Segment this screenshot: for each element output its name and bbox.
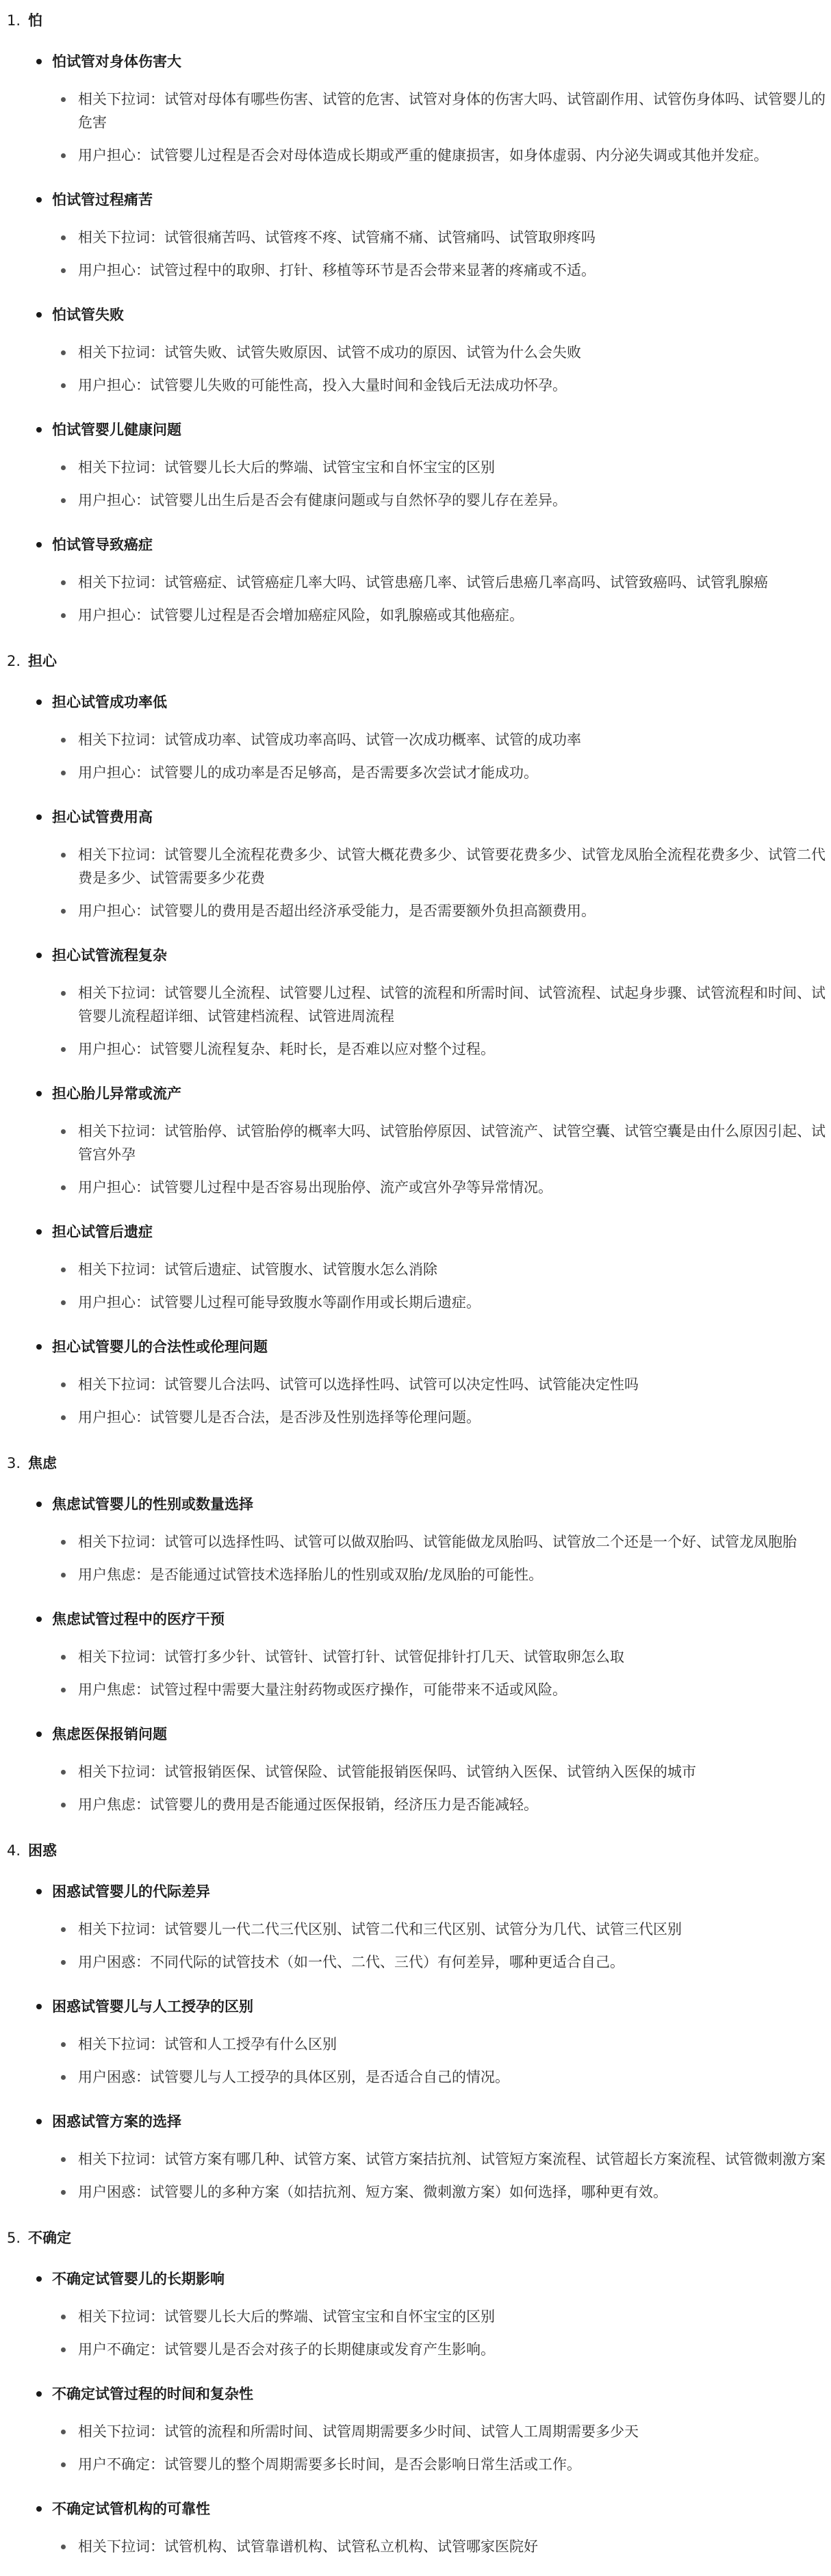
list-item bbox=[0, 2107, 826, 2204]
sub-bullet-icon bbox=[61, 2075, 66, 2080]
sub-item bbox=[0, 1176, 831, 1199]
sub-item bbox=[0, 88, 831, 134]
sub-item-text: 用户担心：试管婴儿出生后是否会有健康问题或与自然怀孕的婴儿存在差异。 bbox=[78, 492, 567, 508]
list-item bbox=[0, 2494, 704, 2558]
list-item-title-text: 怕试管婴儿健康问题 bbox=[52, 422, 181, 438]
sub-item bbox=[0, 1258, 831, 1281]
list-item-title bbox=[0, 687, 704, 717]
section-title: 困惑 bbox=[28, 1842, 57, 1859]
sub-item-text: 用户焦虑：是否能通过试管技术选择胎儿的性别或双胎/龙凤胎的可能性。 bbox=[78, 1567, 544, 1583]
list-item-title bbox=[0, 415, 704, 445]
sub-item bbox=[0, 2535, 831, 2558]
list-item-title bbox=[0, 1992, 704, 2022]
sub-item-text: 相关下拉词：试管婴儿全流程花费多少、试管大概花费多少、试管要花费多少、试管龙凤胎全流程花费多少、试管二代费是多少、试管需要多少花费 bbox=[78, 847, 826, 886]
sub-item bbox=[0, 341, 831, 364]
section-heading bbox=[0, 645, 704, 678]
list-item-title bbox=[0, 1079, 704, 1109]
sub-item-text: 用户不确定：试管婴儿是否会对孩子的长期健康或发育产生影响。 bbox=[78, 2341, 495, 2358]
sub-item-text: 用户困惑：试管婴儿的多种方案（如拮抗剂、短方案、微刺激方案）如何选择，哪种更有效。 bbox=[78, 2184, 667, 2200]
sub-bullet-icon bbox=[61, 1300, 66, 1305]
sub-item bbox=[0, 226, 831, 249]
sub-bullet-icon bbox=[61, 909, 66, 914]
section-number: 2. bbox=[7, 653, 21, 669]
list-item-title-text: 困惑试管婴儿的代际差异 bbox=[52, 1883, 210, 1900]
bullet-icon bbox=[36, 814, 42, 820]
list-item-title-text: 怕试管对身体伤害大 bbox=[52, 53, 181, 70]
sub-item-text: 用户焦虑：试管过程中需要大量注射药物或医疗操作，可能带来不适或风险。 bbox=[78, 1682, 567, 1698]
sub-item-text: 相关下拉词：试管报销医保、试管保险、试管能报销医保吗、试管纳入医保、试管纳入医保的城市 bbox=[78, 1764, 696, 1780]
list-item-title-text: 焦虑试管婴儿的性别或数量选择 bbox=[52, 1496, 253, 1512]
sub-item-text: 相关下拉词：试管的流程和所需时间、试管周期需要多少时间、试管人工周期需要多少天 bbox=[78, 2423, 639, 2440]
sub-item bbox=[0, 1793, 831, 1816]
bullet-icon bbox=[36, 1731, 42, 1737]
sub-item bbox=[0, 843, 831, 890]
sub-item bbox=[0, 1373, 831, 1396]
sub-item bbox=[0, 2148, 831, 2171]
sub-item bbox=[0, 1678, 831, 1701]
sub-item bbox=[0, 2180, 831, 2204]
sub-bullet-icon bbox=[61, 613, 66, 618]
bullet-icon bbox=[36, 2276, 42, 2282]
list-item-title bbox=[0, 1489, 704, 1519]
list-item-title-text: 担心试管费用高 bbox=[52, 809, 153, 825]
sub-bullet-icon bbox=[61, 771, 66, 775]
list-item-title-text: 担心试管婴儿的合法性或伦理问题 bbox=[52, 1339, 268, 1355]
list-item bbox=[0, 940, 826, 1061]
list-item-title-text: 困惑试管婴儿与人工授孕的区别 bbox=[52, 1998, 253, 2015]
sub-bullet-icon bbox=[61, 2042, 66, 2047]
sub-bullet-icon bbox=[61, 1047, 66, 1052]
section-item-list bbox=[0, 1877, 826, 2204]
sub-item-text: 用户担心：试管婴儿过程中是否容易出现胎停、流产或宫外孕等异常情况。 bbox=[78, 1179, 552, 1196]
list-item-title bbox=[0, 1877, 704, 1907]
sub-bullet-icon bbox=[61, 1540, 66, 1545]
sub-item bbox=[0, 761, 831, 784]
list-item bbox=[0, 415, 704, 512]
sub-bullet-icon bbox=[61, 1129, 66, 1134]
bullet-icon bbox=[36, 427, 42, 433]
sub-item bbox=[0, 604, 831, 627]
sub-item-text: 相关下拉词：试管癌症、试管癌症几率大吗、试管患癌几率、试管后患癌几率高吗、试管致癌吗、试管乳腺癌 bbox=[78, 574, 768, 591]
sub-item-text: 相关下拉词：试管成功率、试管成功率高吗、试管一次成功概率、试管的成功率 bbox=[78, 732, 581, 748]
sub-item bbox=[0, 144, 831, 167]
section-item-list bbox=[0, 1489, 797, 1816]
section-item-list bbox=[0, 47, 826, 627]
section-heading bbox=[0, 1447, 704, 1480]
sub-item bbox=[0, 1563, 831, 1586]
section-title: 焦虑 bbox=[28, 1455, 57, 1471]
section-title: 不确定 bbox=[28, 2230, 71, 2246]
sub-bullet-icon bbox=[61, 1573, 66, 1577]
sub-item-text: 用户担心：试管婴儿过程是否会对母体造成长期或严重的健康损害，如身体虚弱、内分泌失调或其他并发症。 bbox=[78, 147, 768, 164]
sub-item bbox=[0, 728, 831, 751]
sub-bullet-icon bbox=[61, 2190, 66, 2195]
sub-bullet-icon bbox=[61, 580, 66, 585]
list-item-title bbox=[0, 2107, 704, 2137]
sub-item-text: 用户担心：试管婴儿过程可能导致腹水等副作用或长期后遗症。 bbox=[78, 1294, 481, 1311]
bullet-icon bbox=[36, 699, 42, 705]
sub-bullet-icon bbox=[61, 498, 66, 503]
sub-item-text: 相关下拉词：试管和人工授孕有什么区别 bbox=[78, 2036, 337, 2052]
sub-item-text: 相关下拉词：试管对母体有哪些伤害、试管的危害、试管对身体的伤害大吗、试管副作用、试管伤身体吗、试管婴儿的危害 bbox=[78, 91, 826, 131]
section bbox=[0, 1834, 826, 2204]
section-number: 4. bbox=[7, 1842, 21, 1859]
sub-item bbox=[0, 2033, 831, 2056]
sub-bullet-icon bbox=[61, 991, 66, 996]
section-number: 5. bbox=[7, 2230, 21, 2246]
sub-bullet-icon bbox=[61, 1655, 66, 1660]
section bbox=[0, 645, 826, 1429]
sub-bullet-icon bbox=[61, 1415, 66, 1420]
sub-item bbox=[0, 1406, 831, 1429]
sub-item-text: 用户担心：试管婴儿是否合法，是否涉及性别选择等伦理问题。 bbox=[78, 1409, 481, 1426]
section-item-list bbox=[0, 2264, 704, 2558]
section bbox=[0, 2221, 704, 2558]
sub-bullet-icon bbox=[61, 465, 66, 470]
sub-bullet-icon bbox=[61, 1803, 66, 1807]
section-title: 担心 bbox=[28, 653, 57, 669]
sub-item-text: 用户担心：试管过程中的取卵、打针、移植等环节是否会带来显著的疼痛或不适。 bbox=[78, 262, 596, 279]
sub-item-text: 用户不确定：试管婴儿的整个周期需要多长时间，是否会影响日常生活或工作。 bbox=[78, 2456, 581, 2473]
list-item-title-text: 焦虑试管过程中的医疗干预 bbox=[52, 1611, 225, 1627]
sub-bullet-icon bbox=[61, 383, 66, 388]
sub-item bbox=[0, 1038, 831, 1061]
list-item bbox=[0, 1489, 797, 1586]
sub-item bbox=[0, 571, 831, 594]
sub-item bbox=[0, 1120, 831, 1166]
section-number: 1. bbox=[7, 12, 21, 29]
list-item-title-text: 担心胎儿异常或流产 bbox=[52, 1085, 181, 1102]
sub-item-text: 相关下拉词：试管后遗症、试管腹水、试管腹水怎么消除 bbox=[78, 1261, 437, 1278]
bullet-icon bbox=[36, 1889, 42, 1894]
list-item bbox=[0, 1719, 704, 1816]
sub-item bbox=[0, 2338, 831, 2361]
bullet-icon bbox=[36, 953, 42, 958]
list-item-title-text: 不确定试管机构的可靠性 bbox=[52, 2501, 210, 2517]
sub-bullet-icon bbox=[61, 268, 66, 273]
list-item-title bbox=[0, 2494, 704, 2524]
bullet-icon bbox=[36, 1091, 42, 1096]
sub-bullet-icon bbox=[61, 1382, 66, 1387]
sub-item-text: 相关下拉词：试管婴儿一代二代三代区别、试管二代和三代区别、试管分为几代、试管三代区别 bbox=[78, 1921, 682, 1937]
section bbox=[0, 4, 826, 627]
sub-item bbox=[0, 259, 831, 282]
sub-item bbox=[0, 1918, 831, 1941]
sub-bullet-icon bbox=[61, 1185, 66, 1190]
sub-bullet-icon bbox=[61, 738, 66, 743]
section-number: 3. bbox=[7, 1455, 21, 1471]
list-item-title-text: 不确定试管婴儿的长期影响 bbox=[52, 2271, 225, 2287]
list-item-title bbox=[0, 1332, 704, 1362]
sub-bullet-icon bbox=[61, 2315, 66, 2319]
sub-bullet-icon bbox=[61, 2462, 66, 2467]
bullet-icon bbox=[36, 2004, 42, 2009]
list-item bbox=[0, 1079, 826, 1199]
bullet-icon bbox=[36, 1344, 42, 1350]
list-item bbox=[0, 1877, 704, 1974]
sub-item bbox=[0, 981, 831, 1028]
section bbox=[0, 1447, 797, 1816]
sub-item-text: 用户困惑：试管婴儿与人工授孕的具体区别，是否适合自己的情况。 bbox=[78, 2069, 509, 2085]
sub-bullet-icon bbox=[61, 1960, 66, 1965]
list-item-title bbox=[0, 2379, 704, 2409]
sub-item-text: 用户担心：试管婴儿流程复杂、耗时长，是否难以应对整个过程。 bbox=[78, 1041, 495, 1057]
list-item bbox=[0, 802, 826, 923]
sub-item-text: 相关下拉词：试管方案有哪几种、试管方案、试管方案拮抗剂、试管短方案流程、试管超长方案流程、试管微刺激方案 bbox=[78, 2151, 826, 2167]
sub-bullet-icon bbox=[61, 853, 66, 858]
bullet-icon bbox=[36, 542, 42, 548]
list-item-title bbox=[0, 530, 704, 560]
list-item-title-text: 不确定试管过程的时间和复杂性 bbox=[52, 2386, 253, 2402]
sub-item-text: 用户担心：试管婴儿失败的可能性高，投入大量时间和金钱后无法成功怀孕。 bbox=[78, 377, 567, 394]
sub-item-text: 用户担心：试管婴儿过程是否会增加癌症风险，如乳腺癌或其他癌症。 bbox=[78, 607, 524, 623]
sub-bullet-icon bbox=[61, 1927, 66, 1932]
list-item-title-text: 怕试管失败 bbox=[52, 307, 124, 323]
bullet-icon bbox=[36, 197, 42, 203]
sub-bullet-icon bbox=[61, 153, 66, 158]
bullet-icon bbox=[36, 1617, 42, 1622]
sub-item-text: 用户担心：试管婴儿的费用是否超出经济承受能力，是否需要额外负担高额费用。 bbox=[78, 903, 596, 919]
sub-bullet-icon bbox=[61, 97, 66, 102]
bullet-icon bbox=[36, 2506, 42, 2512]
sub-item bbox=[0, 1530, 831, 1554]
list-item-title bbox=[0, 1604, 704, 1634]
sub-bullet-icon bbox=[61, 1770, 66, 1775]
list-item-title-text: 担心试管流程复杂 bbox=[52, 947, 167, 964]
sub-bullet-icon bbox=[61, 2430, 66, 2434]
sub-item bbox=[0, 1760, 831, 1783]
sub-item-text: 相关下拉词：试管很痛苦吗、试管疼不疼、试管痛不痛、试管痛吗、试管取卵疼吗 bbox=[78, 229, 596, 246]
bullet-icon bbox=[36, 1229, 42, 1235]
list-item-title-text: 焦虑医保报销问题 bbox=[52, 1726, 167, 1742]
list-item bbox=[0, 1332, 704, 1429]
list-item-title-text: 怕试管过程痛苦 bbox=[52, 192, 153, 208]
bullet-icon bbox=[36, 2119, 42, 2124]
list-item-title bbox=[0, 940, 704, 970]
sub-item-text: 相关下拉词：试管婴儿长大后的弊端、试管宝宝和自怀宝宝的区别 bbox=[78, 459, 495, 476]
sub-item bbox=[0, 456, 831, 479]
list-item bbox=[0, 530, 768, 627]
sub-item-text: 相关下拉词：试管婴儿全流程、试管婴儿过程、试管的流程和所需时间、试管流程、试起身步骤、试管流程和时间、试管婴儿流程超详细、试管建档流程、试管进周流程 bbox=[78, 985, 826, 1025]
list-item-title bbox=[0, 1217, 704, 1247]
list-item bbox=[0, 687, 704, 784]
list-item bbox=[0, 2264, 704, 2361]
list-item bbox=[0, 185, 704, 282]
sub-item-text: 相关下拉词：试管婴儿长大后的弊端、试管宝宝和自怀宝宝的区别 bbox=[78, 2308, 495, 2325]
section-title: 怕 bbox=[28, 12, 42, 29]
sub-bullet-icon bbox=[61, 1267, 66, 1272]
sub-bullet-icon bbox=[61, 2157, 66, 2162]
sub-item-text: 相关下拉词：试管失败、试管失败原因、试管不成功的原因、试管为什么会失败 bbox=[78, 344, 581, 361]
sub-item bbox=[0, 899, 831, 923]
list-item-title-text: 担心试管后遗症 bbox=[52, 1224, 153, 1240]
list-item-title bbox=[0, 47, 704, 77]
list-item-title bbox=[0, 2264, 704, 2294]
list-item bbox=[0, 47, 826, 167]
list-item-title bbox=[0, 802, 704, 832]
sub-item bbox=[0, 2420, 831, 2443]
bullet-icon bbox=[36, 59, 42, 64]
sub-item-text: 相关下拉词：试管婴儿合法吗、试管可以选择性吗、试管可以决定性吗、试管能决定性吗 bbox=[78, 1376, 639, 1393]
section-item-list bbox=[0, 687, 826, 1429]
sub-item bbox=[0, 374, 831, 397]
sub-item-text: 相关下拉词：试管打多少针、试管针、试管打针、试管促排针打几天、试管取卵怎么取 bbox=[78, 1649, 624, 1665]
sub-item bbox=[0, 1950, 831, 1974]
sub-item-text: 用户焦虑：试管婴儿的费用是否能通过医保报销，经济压力是否能减轻。 bbox=[78, 1796, 538, 1813]
sub-bullet-icon bbox=[61, 350, 66, 355]
list-item-title-text: 困惑试管方案的选择 bbox=[52, 2113, 181, 2130]
sub-item bbox=[0, 1291, 831, 1314]
sub-item bbox=[0, 2305, 831, 2328]
list-item bbox=[0, 300, 704, 397]
section-heading bbox=[0, 1834, 704, 1867]
list-item bbox=[0, 1604, 704, 1701]
sub-item-text: 相关下拉词：试管机构、试管靠谱机构、试管私立机构、试管哪家医院好 bbox=[78, 2538, 538, 2555]
bullet-icon bbox=[36, 1502, 42, 1507]
list-item bbox=[0, 2379, 704, 2476]
sub-item bbox=[0, 489, 831, 512]
sub-item-text: 用户担心：试管婴儿的成功率是否足够高，是否需要多次尝试才能成功。 bbox=[78, 764, 538, 781]
bullet-icon bbox=[36, 2391, 42, 2397]
sub-bullet-icon bbox=[61, 235, 66, 240]
list-item-title-text: 怕试管导致癌症 bbox=[52, 537, 153, 553]
list-item-title bbox=[0, 1719, 704, 1749]
sub-bullet-icon bbox=[61, 2347, 66, 2352]
list-item-title bbox=[0, 185, 704, 215]
bullet-icon bbox=[36, 312, 42, 318]
section-heading bbox=[0, 2221, 704, 2254]
sub-item-text: 用户困惑：不同代际的试管技术（如一代、二代、三代）有何差异，哪种更适合自己。 bbox=[78, 1954, 624, 1970]
list-item-title-text: 担心试管成功率低 bbox=[52, 694, 167, 710]
section-heading bbox=[0, 4, 704, 37]
list-item bbox=[0, 1217, 704, 1314]
sub-item bbox=[0, 2065, 831, 2089]
sub-bullet-icon bbox=[61, 1688, 66, 1692]
document-body bbox=[0, 4, 826, 2576]
list-item bbox=[0, 1992, 704, 2089]
sub-bullet-icon bbox=[61, 2545, 66, 2549]
sub-item-text: 相关下拉词：试管胎停、试管胎停的概率大吗、试管胎停原因、试管流产、试管空囊、试管空囊是由什么原因引起、试管宫外孕 bbox=[78, 1123, 826, 1163]
list-item-title bbox=[0, 300, 704, 330]
sub-item bbox=[0, 1645, 831, 1669]
sub-item-text: 相关下拉词：试管可以选择性吗、试管可以做双胎吗、试管能做龙凤胎吗、试管放二个还是一个好、试管龙凤胞胎 bbox=[78, 1534, 797, 1550]
sub-item bbox=[0, 2453, 831, 2476]
